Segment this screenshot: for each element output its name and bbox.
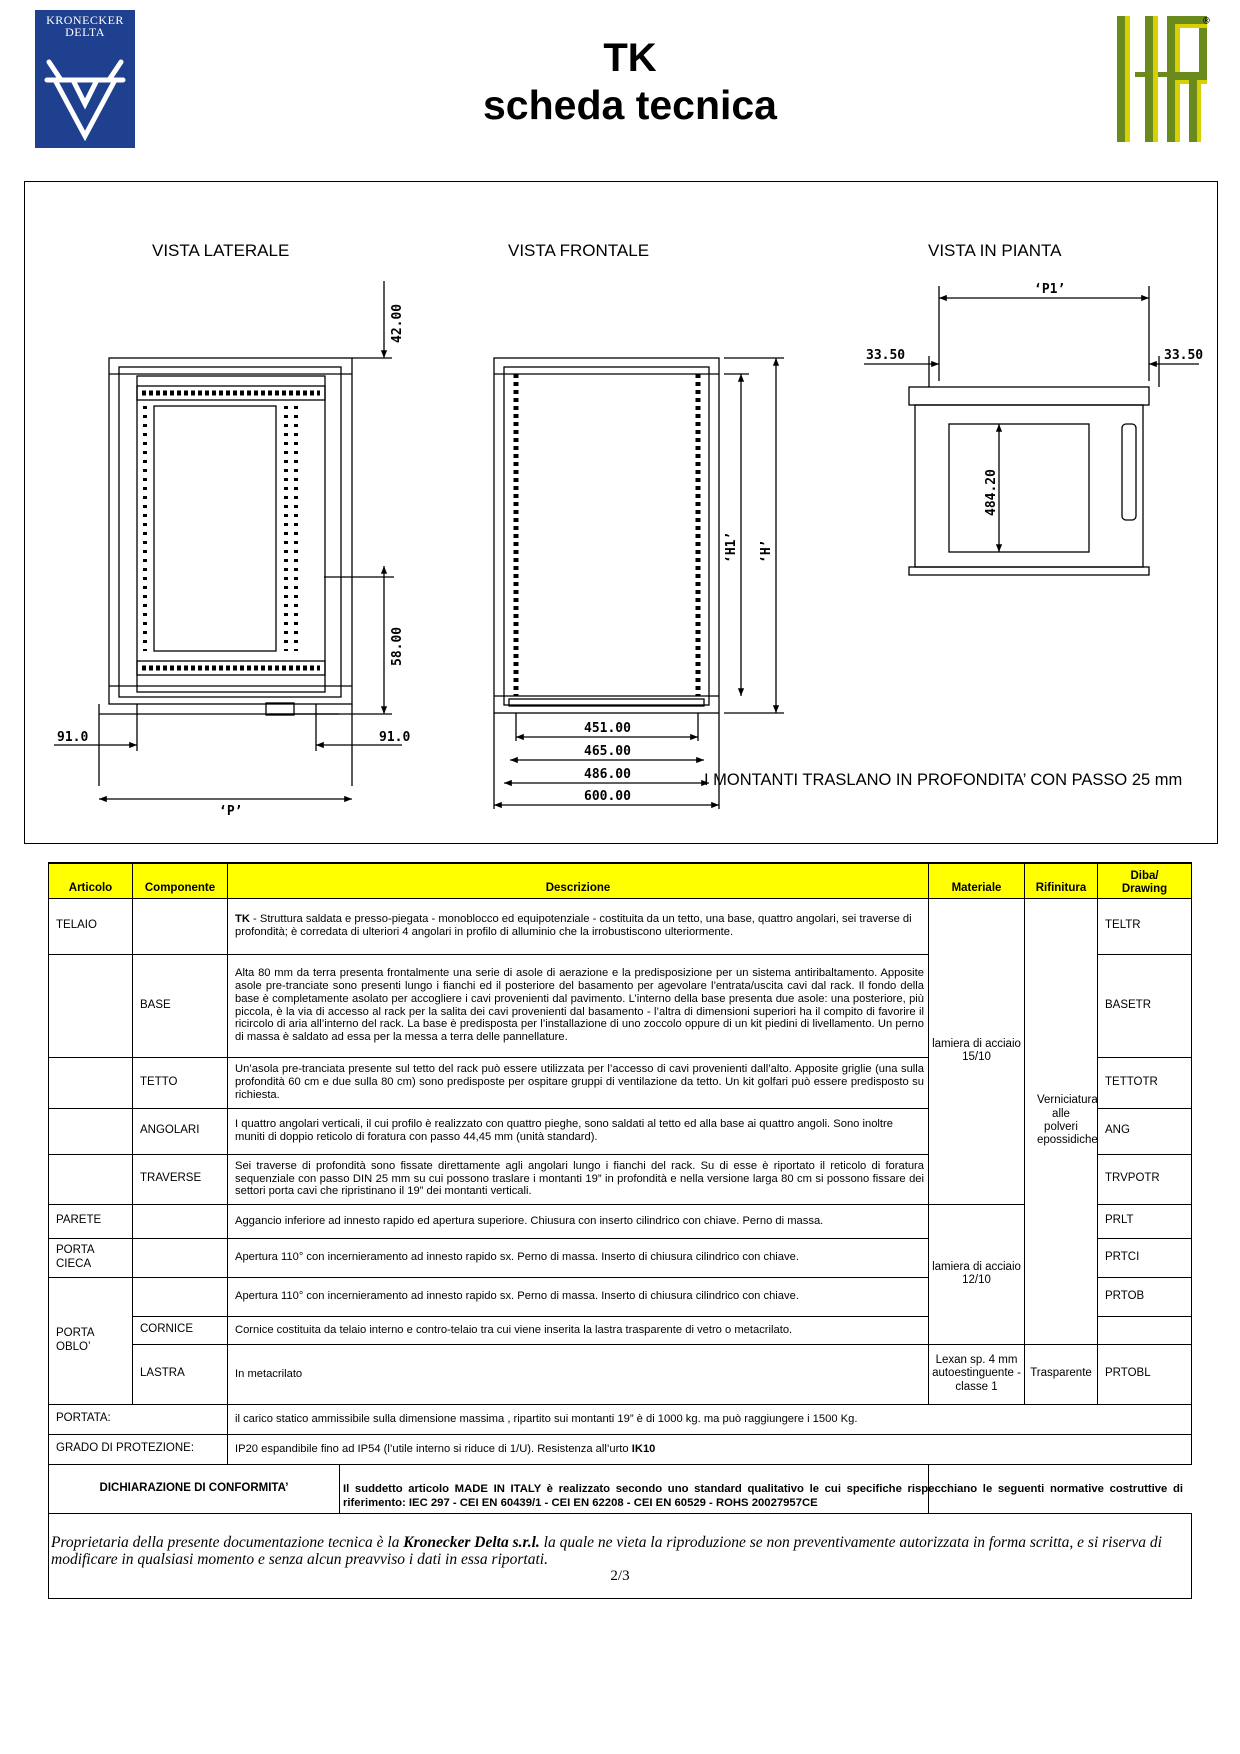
- row-parete-diba: PRLT: [1098, 1204, 1192, 1238]
- row-angolari-desc: I quattro angolari verticali, il cui profilo è realizzato con quattro pieghe, sono saldati al tetto ed alla base ai quattro angoli. Sono inoltre muniti di doppio reticolo di foratura con passo 44,45 mm (unità standard).: [228, 1108, 929, 1154]
- row-tetto-diba: TETTOTR: [1098, 1057, 1192, 1108]
- row-traverse-diba: TRVPOTR: [1098, 1154, 1192, 1204]
- front-view-drawing: [494, 358, 784, 809]
- table-row: [49, 1513, 1192, 1598]
- row-parete-desc: Aggancio inferiore ad innesto rapido ed apertura superiore. Chiusura con inserto cilindrico con chiave. Perno di massa.: [228, 1204, 929, 1238]
- row-traverse-componente: TRAVERSE: [133, 1154, 228, 1204]
- drawing-note: I MONTANTI TRASLANO IN PROFONDITA’ CON PASSO 25 mm: [704, 771, 1183, 789]
- plan-view-drawing: [864, 286, 1199, 575]
- header-descrizione: Descrizione: [228, 863, 929, 898]
- row-protezione-desc: IP20 espandibile fino ad IP54 (l’utile interno si riduce di 1/U). Resistenza all’urto IK10: [228, 1434, 1192, 1464]
- declaration-label: DICHIARAZIONE DI CONFORMITA’: [49, 1465, 340, 1513]
- dim-front-w4: 600.00: [584, 789, 631, 804]
- rifinitura-1: Verniciatura alle polveri epossidiche: [1025, 898, 1098, 1344]
- row-porta-oblo-articolo: PORTA OBLO’: [49, 1277, 133, 1404]
- dim-lat-depth: ‘P’: [219, 804, 243, 819]
- row-angolari-componente: ANGOLARI: [133, 1108, 228, 1154]
- dim-front-h: ‘H’: [759, 539, 774, 563]
- page-title-code: TK: [603, 36, 657, 80]
- header-componente: Componente: [133, 863, 228, 898]
- table-row: [49, 1434, 1192, 1464]
- header-diba: Diba/ Drawing: [1098, 863, 1192, 898]
- dim-front-h1: ‘H1’: [724, 531, 739, 563]
- row-lastra-materiale: Lexan sp. 4 mm autoestinguente - classe 1: [929, 1344, 1025, 1404]
- rack-drawings: [24, 181, 1218, 844]
- row-telaio-diba: TELTR: [1098, 898, 1192, 954]
- dim-front-w1: 451.00: [584, 721, 631, 736]
- header-rifinitura: Rifinitura: [1025, 863, 1098, 898]
- row-base-desc: Alta 80 mm da terra presenta frontalmente una serie di asole di aerazione e la predisposizione per un sistema antiribaltamento. Apposite asole pre-tranciate sono presenti lungo i fianchi ed il posteriore del basamento per agevolare l’entrata/uscita cavi dal rack. Il fondo della base è completamente asolato per accogliere i cavi provenienti dal pavimento. L’interno della base presenta due asole: una posteriore, più piccola, è la via di accesso al rack per la salita dei cavi provenienti dal basamento - l’altra di dimensioni superiori ha il compito di favorire il ricircolo di aria all’interno del rack. La base è predisposta per l’installazione di uno zoccolo oppure di un kit piedini di livellamento. Un perno di massa è saldato ad essa per la messa a terra delle pannellature.: [228, 954, 929, 1057]
- header-materiale: Materiale: [929, 863, 1025, 898]
- materiale-2: lamiera di acciaio 12/10: [929, 1204, 1025, 1344]
- row-lastra-desc: In metacrilato: [228, 1344, 929, 1404]
- table-row: [49, 898, 1192, 954]
- row-lastra-rifinitura: Trasparente: [1025, 1344, 1098, 1404]
- row-telaio-desc: TK - Struttura saldata e presso-piegata - monoblocco ed equipotenziale - costituita da un tetto, una base, quattro angolari, sei traverse di profondità; è corredata di ulteriori 4 angolari in profilo di alluminio che la irrobustiscono ulteriormente.: [228, 898, 929, 954]
- view-lateral-label: VISTA LATERALE: [152, 241, 290, 260]
- view-plan-label: VISTA IN PIANTA: [928, 241, 1062, 260]
- row-lastra-componente: LASTRA: [133, 1344, 228, 1404]
- table-row: [49, 1404, 1192, 1434]
- table-header-row: [49, 863, 1192, 898]
- table-row: [49, 1344, 1192, 1404]
- row-porta-oblo-desc: Apertura 110° con incernieramento ad innesto rapido sx. Perno di massa. Inserto di chiusura cilindrico con chiave.: [228, 1277, 929, 1316]
- dim-lat-right: 91.0: [379, 730, 411, 745]
- row-traverse-desc: Sei traverse di profondità sono fissate direttamente agli angolari lungo i fianchi del rack. Su di esse è riportato il reticolo di foratura sequenziale con passo DIN 25 mm su cui possono traslare i montanti 19” in profondità e nella versione larga 80 cm si possono fissare dei settori porta cavi che ripristinano il 19” dei montanti verticali.: [228, 1154, 929, 1204]
- declaration-text: Il suddetto articolo MADE IN ITALY è realizzato secondo uno standard qualitativo le cui specifiche rispecchiano le seguenti normative costruttive di riferimento: IEC 297 - CEI EN 60439/1 - CEI EN 62208 - CEI EN 60529 - ROHS 20027957CE: [343, 1483, 1183, 1509]
- logo-brand-text: KRONECKER DELTA: [46, 13, 124, 39]
- dim-plan-inner: 484.20: [984, 469, 999, 516]
- row-tetto-componente: TETTO: [133, 1057, 228, 1108]
- logo-symbol-icon: [35, 10, 135, 148]
- row-parete-articolo: PARETE: [49, 1204, 133, 1238]
- dim-plan-left: 33.50: [866, 348, 906, 363]
- row-cornice-desc: Cornice costituita da telaio interno e contro-telaio tra cui viene inserita la lastra trasparente di vetro o metacrilato.: [228, 1316, 929, 1344]
- row-angolari-diba: ANG: [1098, 1108, 1192, 1154]
- dim-lat-top: 42.00: [390, 303, 405, 343]
- page-title: scheda tecnica: [483, 82, 777, 128]
- materiale-1: lamiera di acciaio 15/10: [929, 898, 1025, 1204]
- kronecker-delta-logo: [35, 10, 135, 148]
- row-portata-label: PORTATA:: [49, 1404, 228, 1434]
- row-telaio-articolo: TELAIO: [49, 898, 133, 954]
- dim-plan-p1: ‘P1’: [1034, 282, 1066, 297]
- row-cornice-componente: CORNICE: [133, 1316, 228, 1344]
- registered-mark: ®: [1203, 14, 1210, 27]
- row-base-componente: BASE: [133, 954, 228, 1057]
- row-protezione-label: GRADO DI PROTEZIONE:: [49, 1434, 228, 1464]
- row-porta-oblo-diba: PRTOB: [1098, 1277, 1192, 1316]
- footer-disclaimer: Proprietaria della presente documentazione tecnica è la Kronecker Delta s.r.l. la quale ne vieta la riproduzione se non preventivamente autorizzata in forma scritta, e si riserva di modificare in qualsiasi momento e senza alcun preavviso i dati in essa riportati.: [51, 1533, 1162, 1568]
- dim-front-w2: 465.00: [584, 744, 631, 759]
- row-lastra-diba: PRTOBL: [1098, 1344, 1192, 1404]
- dim-lat-bottom: 58.00: [390, 626, 405, 666]
- header-articolo: Articolo: [49, 863, 133, 898]
- view-front-label: VISTA FRONTALE: [508, 241, 650, 260]
- row-porta-cieca-desc: Apertura 110° con incernieramento ad innesto rapido sx. Perno di massa. Inserto di chiusura cilindrico con chiave.: [228, 1238, 929, 1277]
- row-base-diba: BASETR: [1098, 954, 1192, 1057]
- page-number: 2/3: [610, 1567, 630, 1584]
- dim-lat-left: 91.0: [57, 730, 89, 745]
- table-row: [49, 1204, 1192, 1238]
- row-portata-desc: il carico statico ammissibile sulla dimensione massima , ripartito sui montanti 19” è di 1000 kg. ma può raggiungere i 1500 Kg.: [228, 1404, 1192, 1434]
- dim-plan-right: 33.50: [1164, 348, 1204, 363]
- kd-brand-mark-icon: [1117, 14, 1217, 144]
- row-tetto-desc: Un’asola pre-tranciata presente sul tetto del rack può essere utilizzata per l’accesso di cavi provenienti dall’alto. Apposite griglie (una sulla profondità 60 cm e due sulla 80 cm) sono predisposte per ospitare gruppi di ventilazione da tetto. Un kit golfari può essere predisposto su richiesta.: [228, 1057, 929, 1108]
- lateral-view-drawing: [54, 281, 402, 799]
- dim-front-w3: 486.00: [584, 767, 631, 782]
- row-porta-cieca-diba: PRTCI: [1098, 1238, 1192, 1277]
- row-porta-cieca-articolo: PORTA CIECA: [49, 1238, 133, 1277]
